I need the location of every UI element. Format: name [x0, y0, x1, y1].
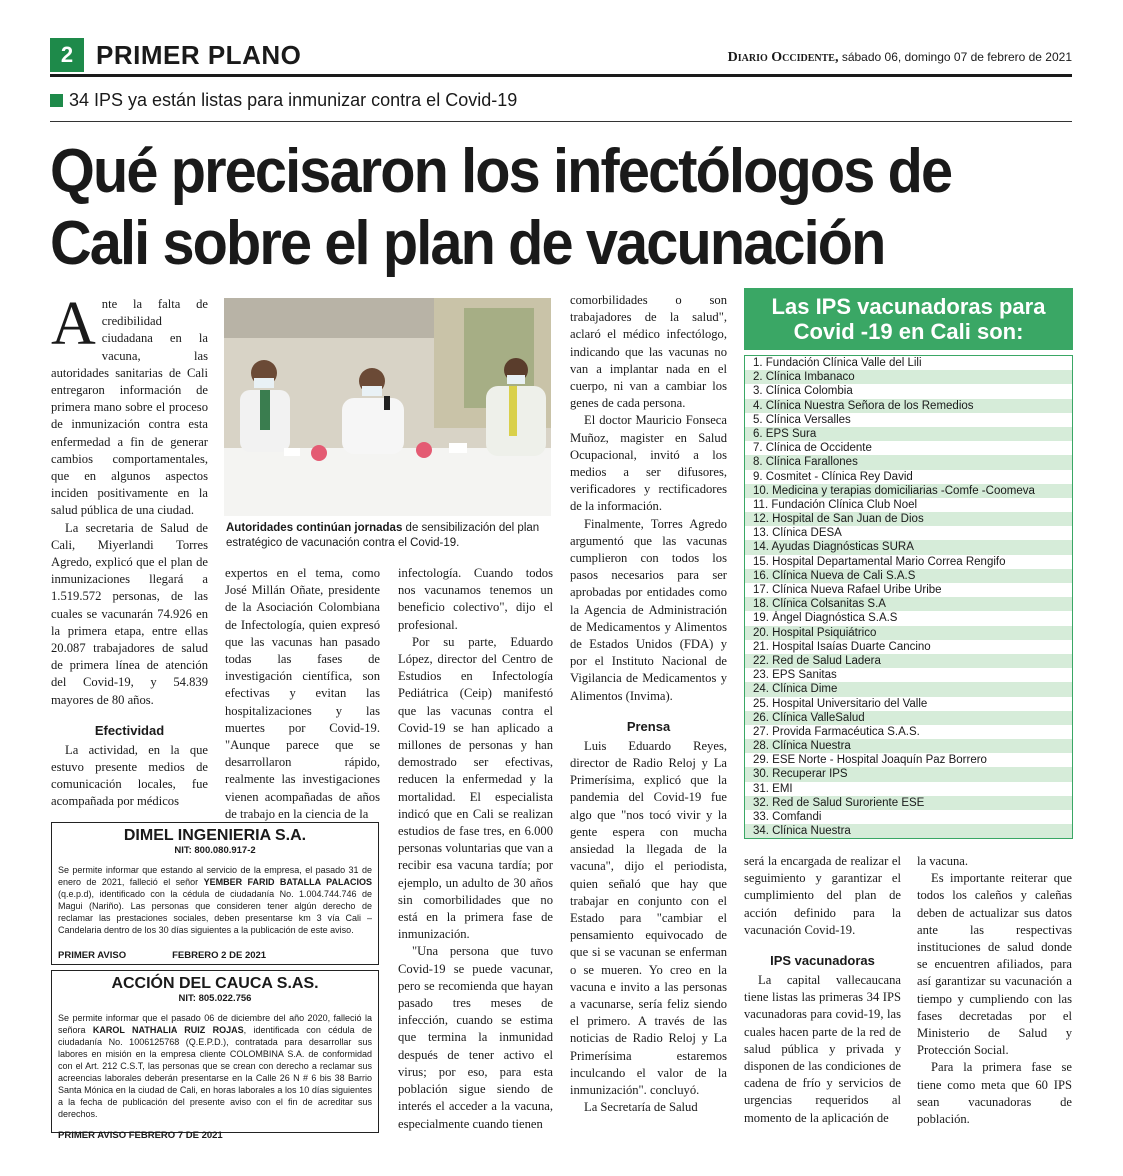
headline — [50, 136, 1017, 280]
caption-bold: Autoridades continúan jornadas — [226, 522, 403, 534]
ips-list-item: 19. Ángel Diagnóstica S.A.S — [753, 612, 898, 625]
notice-deceased-name: KAROL NATHALIA RUIZ ROJAS — [92, 1025, 244, 1035]
legal-notice-dimel — [51, 822, 379, 965]
page-header — [50, 38, 1072, 76]
paragraph-text: nte la falta de credibilidad ciudadana en la vacuna, las autoridades sanitarias de Cali entregaron información de primera mano sobre el proceso de inmunización contra esta enfermedad a fin de generar cambios comportamentales, que en algunos aspectos inciden positivamente en la salud pública de una ciudad. — [51, 297, 208, 518]
article-column-5 — [744, 853, 901, 1127]
square-bullet-icon — [50, 94, 63, 107]
paragraph: expertos en el tema, como José Millán Oñate, presidente de la Asociación Colombiana de Infectología, quien expresó que las vacunas han pasado todas las fases de investigación científica, son efectivas y evitan las hospitalizaciones y las muertes por Covid-19. "Aunque parece que se desarrollaron rápido, realmente las investigaciones vienen acompañadas de años de trabajo en la ciencia de la — [225, 566, 380, 821]
caption-text: de sensibilización del plan estratégico de vacunación contra el Covid-19. — [226, 522, 540, 549]
paragraph: Es importante reiterar que todos los caleños y caleñas deben de actualizar sus datos ante las respectivas instituciones de salud donde se encuentren afiliados, para así garantizar su vacunación a tiempo y cumpliendo con las fases decretadas por el Ministerio de Salud y Protección Social. — [917, 871, 1072, 1058]
ips-list-item: 14. Ayudas Diagnósticas SURA — [745, 540, 1072, 554]
ips-list-item: 11. Fundación Clínica Club Noel — [753, 498, 918, 511]
notice-footer: PRIMER AVISO FEBRERO 7 DE 2021 — [58, 1130, 223, 1141]
ips-list-item: 12. Hospital de San Juan de Dios — [745, 512, 1072, 526]
paragraph: comorbilidades o son trabajadores de la salud", aclaró el médico infectólogo, indicando que las vacunas no van a implantar nada en el cuerpo, ni van a cambiar los genes de cada persona. — [570, 293, 727, 411]
notice-title: ACCIÓN DEL CAUCA S.AS. — [111, 975, 319, 992]
legal-notice-accion-cauca — [51, 970, 379, 1141]
ips-list-item: 15. Hospital Departamental Mario Correa Rengifo — [753, 555, 1006, 568]
notice-body-text: Se permite informar que estando al servicio de la empresa, el pasado 31 de enero de 2021, falleció el señor — [58, 865, 372, 887]
ips-list-item: 1. Fundación Clínica Valle del Lili — [753, 357, 922, 369]
photo-caption — [226, 521, 552, 551]
ips-list-item: 16. Clínica Nueva de Cali S.A.S — [745, 569, 1072, 583]
paragraph: La actividad, en la que estuvo presente medios de comunicación locales, fue acompañada por médicos — [51, 742, 208, 809]
article-column-3 — [398, 565, 553, 1133]
drop-cap: A — [51, 290, 96, 358]
ips-list-item: 32. Red de Salud Suroriente ESE — [745, 796, 1072, 810]
article-column-6 — [917, 853, 1072, 1128]
paragraph: Para la primera fase se tiene como meta que 60 IPS sean vacunadoras de población. — [917, 1060, 1072, 1127]
notice-body-text: Se permite informar que el pasado 06 de diciembre del año 2020, falleció la señora — [58, 1013, 372, 1035]
headline-line-1: Qué precisaron los infectólogos de — [50, 137, 952, 206]
paragraph: La Secretaría de Salud — [584, 1100, 698, 1115]
ips-list-item: 21. Hospital Isaías Duarte Cancino — [753, 640, 931, 653]
ips-list-item: 7. Clínica de Occidente — [753, 442, 872, 455]
ips-list-item: 2. Clínica Imbanaco — [745, 370, 1072, 384]
notice-nit: NIT: 805.022.756 — [178, 993, 252, 1004]
subhead-prensa: Prensa — [626, 718, 671, 734]
kicker-text: 34 IPS ya están listas para inmunizar contra el Covid-19 — [69, 90, 518, 110]
ips-list-item: 9. Cosmitet - Clínica Rey David — [753, 470, 913, 483]
paragraph: Finalmente, Torres Agredo argumentó que las vacunas cumplieron con todos los pasos necesarios para ser aprobadas por entidades como la Agencia de Administración de Medicamentos y Alimentos de Estados Unidos (FDA) y por el Instituto Nacional de Vigilancia de Medicamentos y Alimentos (Invima). — [570, 516, 727, 703]
paragraph: La capital vallecaucana tiene listas las primeras 34 IPS vacunadoras para covid-19, las cuales hacen parte de la red de salud pública y privada y disponen de las condiciones de cadena de frío y servicios de urgencias requeridos al momento de la aplicación de — [744, 973, 901, 1125]
page-number: 2 — [50, 38, 84, 72]
notice-footer-left: PRIMER AVISO — [58, 950, 127, 961]
ips-list-item: 31. EMI — [753, 782, 793, 795]
paragraph — [51, 290, 208, 520]
article-column-1 — [51, 290, 208, 811]
paragraph: será la encargada de realizar el seguimiento y garantizar el cumplimiento del plan de acción definido para la vacunación Covid-19. — [744, 854, 901, 937]
ips-list-item: 29. ESE Norte - Hospital Joaquín Paz Borrero — [753, 754, 987, 767]
ips-list — [744, 355, 1073, 839]
ips-list-item: 8. Clínica Farallones — [745, 455, 1072, 469]
publication-name: Diario Occidente, — [727, 50, 839, 65]
article-photo — [224, 298, 551, 516]
ips-list-item: 30. Recuperar IPS — [745, 767, 1072, 781]
paragraph: Luis Eduardo Reyes, director de Radio Reloj y La Primerísima, explicó que la pandemia del Covid-19 fue algo que "nos tocó vivir y la gente espera con mucha ansiedad la llegada de la vacuna", dijo el periodista, quien señaló que hay que trabajar en conjunto con el Estado para "cambiar el pensamiento equivocado de que si se vacunan se enferman o se mueren. Yo creo en la vacuna e invito a las personas a vacunarse, sería feliz siendo el primero. A través de las noticias de Radio Reloj y La Primerísima estaremos inculcando el valor de la inmunización". concluyó. — [570, 738, 727, 1097]
ips-list-item: 25. Hospital Universitario del Valle — [753, 697, 928, 710]
notice-title: DIMEL INGENIERIA S.A. — [123, 827, 307, 844]
ips-list-item: 26. Clínica ValleSalud — [745, 711, 1072, 725]
photo-illustration — [224, 298, 551, 516]
ips-sidebar-box — [744, 288, 1073, 840]
ips-list-item: 27. Provida Farmacéutica S.A.S. — [753, 725, 920, 738]
notice-nit: NIT: 800.080.917-2 — [174, 845, 256, 856]
ips-list-item: 20. Hospital Psiquiátrico — [745, 626, 1072, 640]
paragraph: "Una persona que tuvo Covid-19 se puede vacunar, pero se recomienda que hayan pasado tres meses de infección, cuando se estima que termina la inmunidad después de tener activo el virus; por eso, para esta población sigue siendo de interés el acceder a la vacuna, especialmente cuando tienen — [398, 944, 553, 1131]
kicker-rule — [50, 121, 1072, 122]
ips-list-item: 18. Clínica Colsanitas S.A — [745, 597, 1072, 611]
notice-body-text: (q.e.p.d), identificado con la cédula de ciudadanía No. 1.004.744.746 de Magui (Nariño). Las personas que consideren tener algún derecho de reclamar las prestaciones sociales, deben presentarse km 3 vía Cali – Candelaria dentro de los 30 días siguientes a la publicación de este aviso. — [58, 889, 372, 935]
notice-footer-right: FEBRERO 2 DE 2021 — [172, 950, 267, 961]
ips-list-item: 34. Clínica Nuestra — [745, 824, 1072, 838]
ips-list-item: 6. EPS Sura — [745, 427, 1072, 441]
notice-body-text: , identificada con cédula de ciudadanía No. 1006125768 (Q.E.P.D.), contratada para desarrollar sus labores en misión en la empresa cliente COLOMBINA S.A. de conformidad con el Art. 212 C.S.T, las personas que se crean con derecho a reclamar sus acreencias laborales deberán presentarse en la Calle 26 N # 6 bis 38 Barrio Santa Mónica en la ciudad de Cali, en horas laborales a los 10 días siguientes a la fecha de publicación del presente aviso con el fin de acreditar sus derechos. — [58, 1025, 372, 1119]
kicker — [50, 90, 517, 111]
publication-date: sábado 06, domingo 07 de febrero de 2021 — [841, 50, 1072, 64]
subhead-ips-vacunadoras: IPS vacunadoras — [770, 953, 875, 969]
ips-box-title: Las IPS vacunadoras para Covid -19 en Cali son: — [744, 288, 1073, 350]
subhead-efectividad: Efectividad — [94, 722, 165, 738]
paragraph: El doctor Mauricio Fonseca Muñoz, magister en Salud Ocupacional, invitó a los medios a ser difusores, verificadores y rectificadores de la información. — [570, 413, 727, 514]
ips-list-item: 13. Clínica DESA — [753, 527, 842, 540]
paragraph: La secretaria de Salud de Cali, Miyerlandi Torres Agredo, explicó que el plan de inmunizaciones llegará a 1.519.572 personas, de las cuales se vacunarán 74.926 en la primera etapa, entre ellas 20.087 trabajadores de salud de primera línea de atención del Covid-19, y 54.839 mayores de 80 años. — [51, 520, 208, 707]
article-column-4 — [570, 292, 727, 1116]
ips-list-item: 33. Comfandi — [753, 811, 822, 823]
paragraph: la vacuna. — [917, 854, 969, 868]
ips-list-item: 5. Clínica Versalles — [753, 413, 851, 426]
paragraph: infectología. Cuando todos nos vacunamos tenemos un beneficio colectivo", dijo el profesional. — [398, 566, 553, 632]
ips-list-item: 17. Clínica Nueva Rafael Uribe Uribe — [753, 584, 942, 596]
article-column-2 — [225, 565, 380, 823]
publication-info — [728, 50, 1072, 66]
notice-footer — [58, 950, 372, 961]
ips-list-item: 3. Clínica Colombia — [753, 385, 853, 398]
ips-list-item: 28. Clínica Nuestra — [745, 739, 1072, 753]
ips-list-item: 24. Clínica Dime — [745, 682, 1072, 696]
ips-list-item: 23. EPS Sanitas — [753, 669, 837, 682]
section-title: PRIMER PLANO — [96, 40, 302, 70]
header-rule — [50, 74, 1072, 77]
notice-deceased-name: YEMBER FARID BATALLA PALACIOS — [203, 877, 372, 887]
ips-list-item: 4. Clínica Nuestra Señora de los Remedios — [745, 399, 1072, 413]
ips-list-item: 22. Red de Salud Ladera — [745, 654, 1072, 668]
notice-body — [58, 864, 372, 936]
headline-line-2: Cali sobre el plan de vacunación — [50, 209, 885, 278]
ips-list-item: 10. Medicina y terapias domiciliarias -Comfe -Coomeva — [745, 484, 1072, 498]
notice-body — [58, 1012, 372, 1120]
paragraph: Por su parte, Eduardo López, director del Centro de Estudios en Infectología Pediátrica (Ceip) manifestó que las vacunas contra el Covid-19 se han aplicado a millones de personas y han demostrado ser efectivas, reducen la enfermedad y la mortalidad. El especialista indicó que en Cali se realizan estudios de fase tres, en 6.000 personas voluntarias que van a recibir esa vacuna tardía; por ejemplo, un adulto de 30 años sin comorbilidades que no está en la primera fase de inmunización. — [398, 634, 553, 942]
